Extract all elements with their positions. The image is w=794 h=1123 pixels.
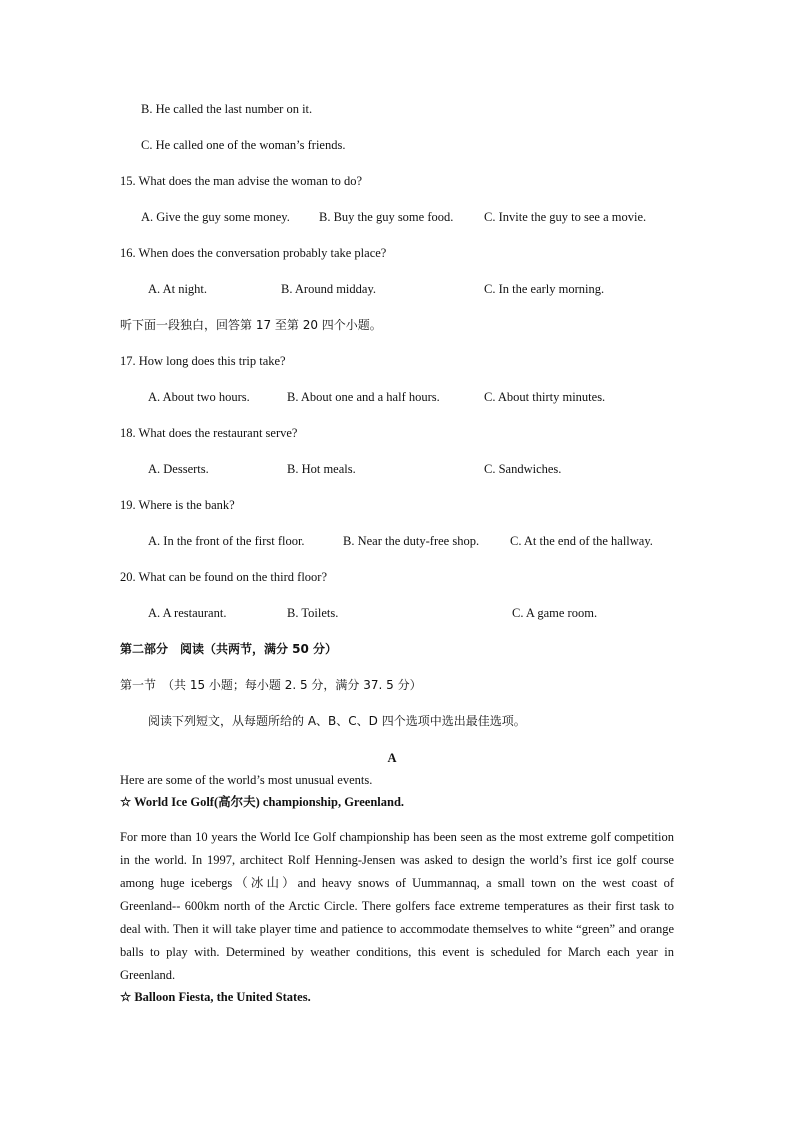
event1-title: ☆ World Ice Golf(高尔夫) championship, Greenland. (120, 795, 405, 809)
question-19-stem: 19. Where is the bank? (120, 498, 235, 512)
q17-option-a: A. About two hours. (148, 390, 250, 404)
q17-option-b: B. About one and a half hours. (287, 390, 440, 404)
q20-option-a: A. A restaurant. (148, 606, 227, 620)
q20-option-b: B. Toilets. (287, 606, 339, 620)
monologue-instruction: 听下面一段独白，回答第 17 至第 20 四个小题。 (120, 318, 382, 332)
q19-option-a: A. In the front of the first floor. (148, 534, 305, 548)
q16-option-c: C. In the early morning. (484, 282, 605, 296)
q16-option-b: B. Around midday. (281, 282, 377, 296)
reading-instruction: 阅读下列短文，从每题所给的 A、B、C、D 四个选项中选出最佳选项。 (148, 714, 526, 728)
part2-heading: 第二部分 阅读（共两节，满分 50 分） (120, 642, 338, 656)
q18-option-b: B. Hot meals. (287, 462, 356, 476)
q20-option-c: C. A game room. (512, 606, 598, 620)
q14-option-c: C. He called one of the woman’s friends. (141, 138, 346, 152)
question-15-stem: 15. What does the man advise the woman to do? (120, 174, 363, 188)
event2-title: ☆ Balloon Fiesta, the United States. (120, 990, 311, 1004)
question-20-stem: 20. What can be found on the third floor? (120, 570, 328, 584)
event1-body: For more than 10 years the World Ice Golf championship has been seen as the most extreme golf competition in the world. In 1997, architect Rolf Henning-Jensen was asked to design the world’s first ice golf course among huge icebergs（冰山）and heavy snows of Uummannaq, a small town on the west coast of Greenland-- 600km north of the Arctic Circle. There golfers face extreme temperatures as their first task to deal with. Then it will take player time and patience to accommodate themselves to white “green” and orange balls to play with. Determined by weather conditions, this event is scheduled for March each year in Greenland. (120, 830, 674, 982)
question-17-stem: 17. How long does this trip take? (120, 354, 286, 368)
q18-option-c: C. Sandwiches. (484, 462, 562, 476)
q14-option-b: B. He called the last number on it. (141, 102, 313, 116)
q15-option-c: C. Invite the guy to see a movie. (484, 210, 647, 224)
q17-option-c: C. About thirty minutes. (484, 390, 606, 404)
q15-option-b: B. Buy the guy some food. (319, 210, 454, 224)
q15-option-a: A. Give the guy some money. (141, 210, 290, 224)
question-18-stem: 18. What does the restaurant serve? (120, 426, 298, 440)
passage-intro: Here are some of the world’s most unusual events. (120, 773, 373, 787)
question-16-stem: 16. When does the conversation probably take place? (120, 246, 387, 260)
q18-option-a: A. Desserts. (148, 462, 209, 476)
q19-option-c: C. At the end of the hallway. (510, 534, 653, 548)
section1-heading: 第一节 （共 15 小题；每小题 2. 5 分，满分 37. 5 分） (120, 678, 422, 692)
q16-option-a: A. At night. (148, 282, 208, 296)
q19-option-b: B. Near the duty-free shop. (343, 534, 480, 548)
passage-letter: A (387, 751, 397, 765)
